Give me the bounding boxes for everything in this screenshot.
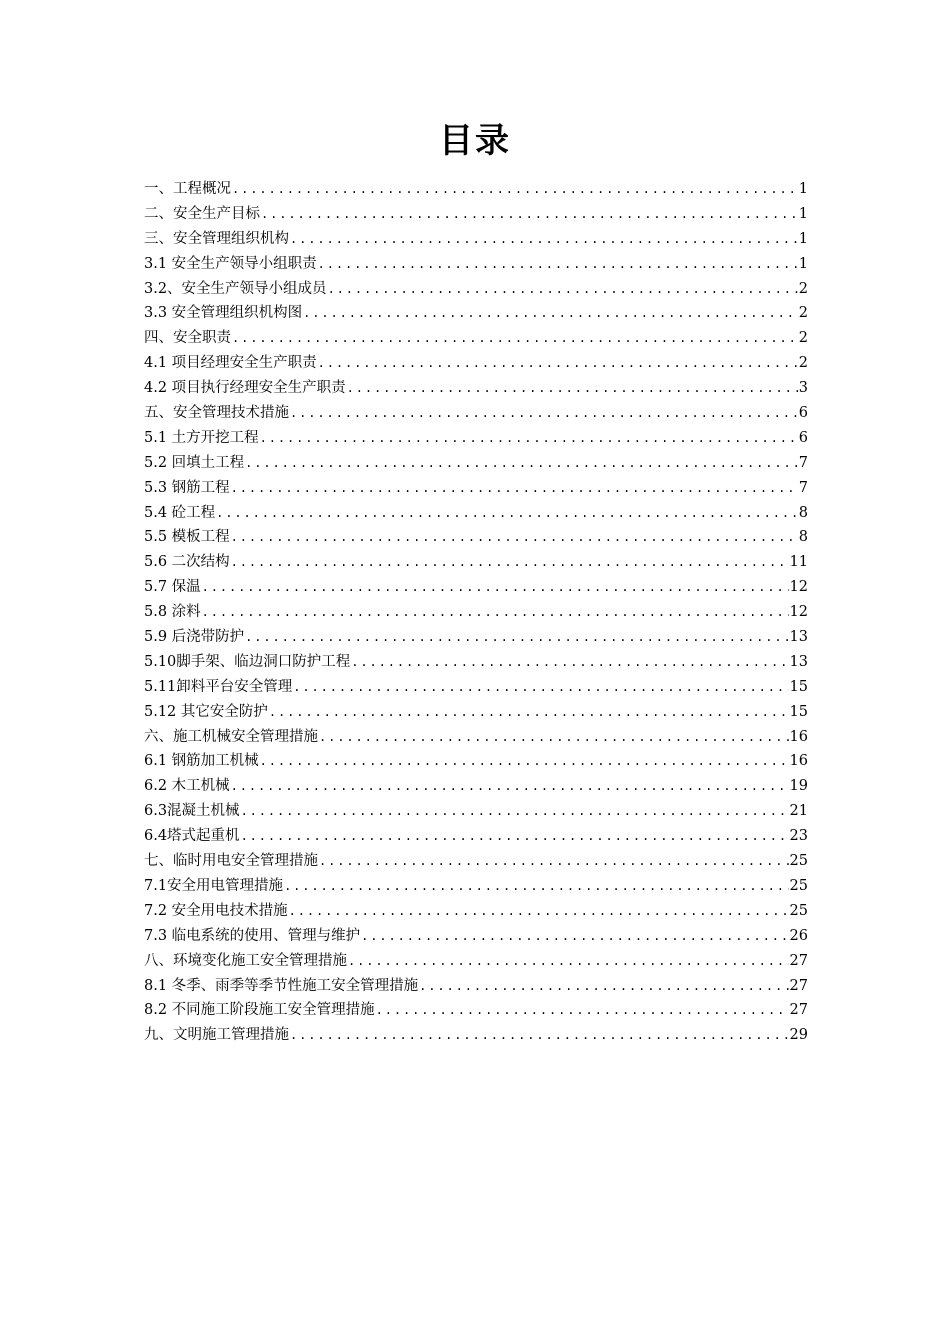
- toc-entry-label: 三、安全管理组织机构: [144, 230, 289, 247]
- toc-dot-leader: [347, 376, 798, 401]
- toc-entry[interactable]: [144, 351, 808, 376]
- toc-entry-label: 3.3 安全管理组织机构图: [144, 305, 303, 322]
- toc-dot-leader: [231, 476, 798, 501]
- toc-dot-leader: [260, 749, 789, 774]
- toc-entry-label: 六、施工机械安全管理措施: [144, 728, 318, 745]
- toc-dot-leader: [232, 177, 798, 202]
- toc-entry-label: 3.2、安全生产领导小组成员: [144, 280, 327, 297]
- toc-entry-page-number: 29: [789, 1027, 808, 1044]
- toc-entry[interactable]: [144, 849, 808, 874]
- toc-entry-label: 4.1 项目经理安全生产职责: [144, 355, 317, 372]
- toc-entry-label: 8.2 不同施工阶段施工安全管理措施: [144, 1002, 375, 1019]
- toc-entry[interactable]: [144, 376, 808, 401]
- toc-entry[interactable]: [144, 326, 808, 351]
- toc-dot-leader: [361, 924, 788, 949]
- toc-entry[interactable]: [144, 700, 808, 725]
- toc-entry[interactable]: [144, 924, 808, 949]
- toc-entry-label: 5.7 保温: [144, 579, 201, 596]
- toc-entry-page-number: 2: [798, 280, 808, 297]
- toc-dot-leader: [289, 899, 789, 924]
- toc-entry-page-number: 11: [789, 554, 808, 571]
- toc-entry-label: 3.1 安全生产领导小组职责: [144, 255, 317, 272]
- toc-entry-page-number: 12: [789, 604, 808, 621]
- toc-dot-leader: [202, 600, 789, 625]
- toc-entry[interactable]: [144, 476, 808, 501]
- toc-entry[interactable]: [144, 550, 808, 575]
- toc-entry[interactable]: [144, 774, 808, 799]
- toc-entry-label: 5.1 土方开挖工程: [144, 429, 259, 446]
- toc-entry[interactable]: [144, 974, 808, 999]
- toc-entry[interactable]: [144, 650, 808, 675]
- toc-entry-label: 5.3 钢筋工程: [144, 479, 230, 496]
- table-of-contents: [144, 177, 808, 1048]
- toc-entry[interactable]: [144, 949, 808, 974]
- toc-dot-leader: [376, 998, 789, 1023]
- toc-dot-leader: [232, 326, 798, 351]
- toc-entry-label: 5.10脚手架、临边洞口防护工程: [144, 653, 351, 670]
- toc-entry[interactable]: [144, 177, 808, 202]
- toc-entry[interactable]: [144, 725, 808, 750]
- toc-entry-page-number: 25: [789, 853, 808, 870]
- toc-dot-leader: [261, 202, 798, 227]
- toc-entry-label: 4.2 项目执行经理安全生产职责: [144, 380, 346, 397]
- toc-dot-leader: [318, 252, 798, 277]
- toc-entry[interactable]: [144, 625, 808, 650]
- toc-dot-leader: [351, 650, 788, 675]
- toc-entry-page-number: 19: [789, 778, 808, 795]
- toc-entry-page-number: 1: [798, 255, 808, 272]
- toc-dot-leader: [290, 227, 798, 252]
- toc-entry-page-number: 13: [789, 629, 808, 646]
- toc-entry-page-number: 1: [798, 205, 808, 222]
- toc-entry-page-number: 8: [798, 504, 808, 521]
- toc-entry-label: 五、安全管理技术措施: [144, 405, 289, 422]
- toc-entry-page-number: 15: [789, 703, 808, 720]
- toc-dot-leader: [202, 575, 789, 600]
- toc-entry-page-number: 26: [789, 927, 808, 944]
- toc-entry-label: 6.1 钢筋加工机械: [144, 753, 259, 770]
- toc-entry[interactable]: [144, 874, 808, 899]
- toc-dot-leader: [319, 725, 789, 750]
- toc-entry-page-number: 25: [789, 877, 808, 894]
- toc-entry[interactable]: [144, 749, 808, 774]
- toc-entry[interactable]: [144, 525, 808, 550]
- toc-dot-leader: [231, 525, 798, 550]
- toc-entry[interactable]: [144, 202, 808, 227]
- toc-entry-label: 5.11卸料平台安全管理: [144, 678, 293, 695]
- toc-dot-leader: [419, 974, 788, 999]
- toc-entry-label: 九、文明施工管理措施: [144, 1027, 289, 1044]
- toc-entry-page-number: 1: [798, 181, 808, 197]
- toc-entry-page-number: 6: [798, 429, 808, 446]
- toc-dot-leader: [231, 774, 789, 799]
- toc-entry[interactable]: [144, 799, 808, 824]
- toc-dot-leader: [245, 451, 798, 476]
- toc-entry-page-number: 21: [789, 803, 808, 820]
- toc-entry-page-number: 1: [798, 230, 808, 247]
- toc-entry[interactable]: [144, 899, 808, 924]
- toc-entry[interactable]: [144, 252, 808, 277]
- toc-entry[interactable]: [144, 227, 808, 252]
- toc-entry-label: 一、工程概况: [144, 181, 231, 197]
- toc-entry-label: 5.2 回填土工程: [144, 454, 245, 471]
- toc-entry-page-number: 15: [789, 678, 808, 695]
- toc-entry[interactable]: [144, 401, 808, 426]
- toc-entry[interactable]: [144, 277, 808, 302]
- toc-dot-leader: [241, 799, 789, 824]
- toc-entry-label: 6.4塔式起重机: [144, 828, 240, 845]
- toc-entry-page-number: 12: [789, 579, 808, 596]
- toc-dot-leader: [319, 849, 789, 874]
- toc-entry-page-number: 8: [798, 529, 808, 546]
- toc-entry-page-number: 2: [798, 330, 808, 347]
- toc-dot-leader: [290, 1023, 789, 1048]
- toc-entry-page-number: 3: [798, 380, 808, 397]
- toc-dot-leader: [293, 675, 788, 700]
- toc-dot-leader: [348, 949, 789, 974]
- toc-entry-label: 七、临时用电安全管理措施: [144, 853, 318, 870]
- toc-entry-label: 5.5 模板工程: [144, 529, 230, 546]
- toc-entry-page-number: 27: [789, 1002, 808, 1019]
- toc-entry[interactable]: [144, 1023, 808, 1048]
- toc-entry-label: 6.3混凝土机械: [144, 803, 240, 820]
- toc-entry[interactable]: [144, 301, 808, 326]
- toc-dot-leader: [260, 426, 798, 451]
- toc-entry-page-number: 16: [789, 728, 808, 745]
- toc-entry-page-number: 25: [789, 902, 808, 919]
- toc-entry-page-number: 7: [798, 479, 808, 496]
- toc-entry[interactable]: [144, 451, 808, 476]
- toc-entry[interactable]: [144, 501, 808, 526]
- toc-entry-page-number: 6: [798, 405, 808, 422]
- toc-entry-page-number: 27: [789, 952, 808, 969]
- toc-dot-leader: [290, 401, 798, 426]
- toc-dot-leader: [231, 550, 789, 575]
- toc-entry-label: 7.3 临电系统的使用、管理与维护: [144, 927, 361, 944]
- toc-dot-leader: [269, 700, 789, 725]
- toc-entry[interactable]: [144, 998, 808, 1023]
- toc-entry[interactable]: [144, 675, 808, 700]
- toc-entry-label: 二、安全生产目标: [144, 205, 260, 222]
- toc-entry-page-number: 7: [798, 454, 808, 471]
- toc-dot-leader: [328, 277, 798, 302]
- toc-entry-label: 5.6 二次结构: [144, 554, 230, 571]
- toc-entry-page-number: 2: [798, 355, 808, 372]
- toc-entry[interactable]: [144, 600, 808, 625]
- toc-entry-page-number: 13: [789, 653, 808, 670]
- toc-dot-leader: [245, 625, 788, 650]
- toc-entry[interactable]: [144, 575, 808, 600]
- toc-entry-label: 四、安全职责: [144, 330, 231, 347]
- toc-entry-label: 5.8 涂料: [144, 604, 201, 621]
- toc-entry-page-number: 2: [798, 305, 808, 322]
- toc-entry-label: 5.9 后浇带防护: [144, 629, 245, 646]
- toc-dot-leader: [216, 501, 798, 526]
- toc-entry-label: 5.12 其它安全防护: [144, 703, 268, 720]
- toc-entry-label: 5.4 砼工程: [144, 504, 216, 521]
- toc-entry-label: 8.1 冬季、雨季等季节性施工安全管理措施: [144, 977, 419, 994]
- toc-entry-page-number: 27: [789, 977, 808, 994]
- toc-entry-page-number: 23: [789, 828, 808, 845]
- toc-entry-label: 八、环境变化施工安全管理措施: [144, 952, 347, 969]
- toc-entry-page-number: 16: [789, 753, 808, 770]
- toc-dot-leader: [284, 874, 788, 899]
- toc-dot-leader: [303, 301, 798, 326]
- toc-entry-label: 7.2 安全用电技术措施: [144, 902, 288, 919]
- toc-dot-leader: [318, 351, 798, 376]
- toc-title: 目录: [439, 121, 511, 161]
- toc-entry-label: 7.1安全用电管理措施: [144, 877, 284, 894]
- toc-dot-leader: [241, 824, 789, 849]
- toc-entry-label: 6.2 木工机械: [144, 778, 230, 795]
- toc-entry[interactable]: [144, 824, 808, 849]
- toc-entry[interactable]: [144, 426, 808, 451]
